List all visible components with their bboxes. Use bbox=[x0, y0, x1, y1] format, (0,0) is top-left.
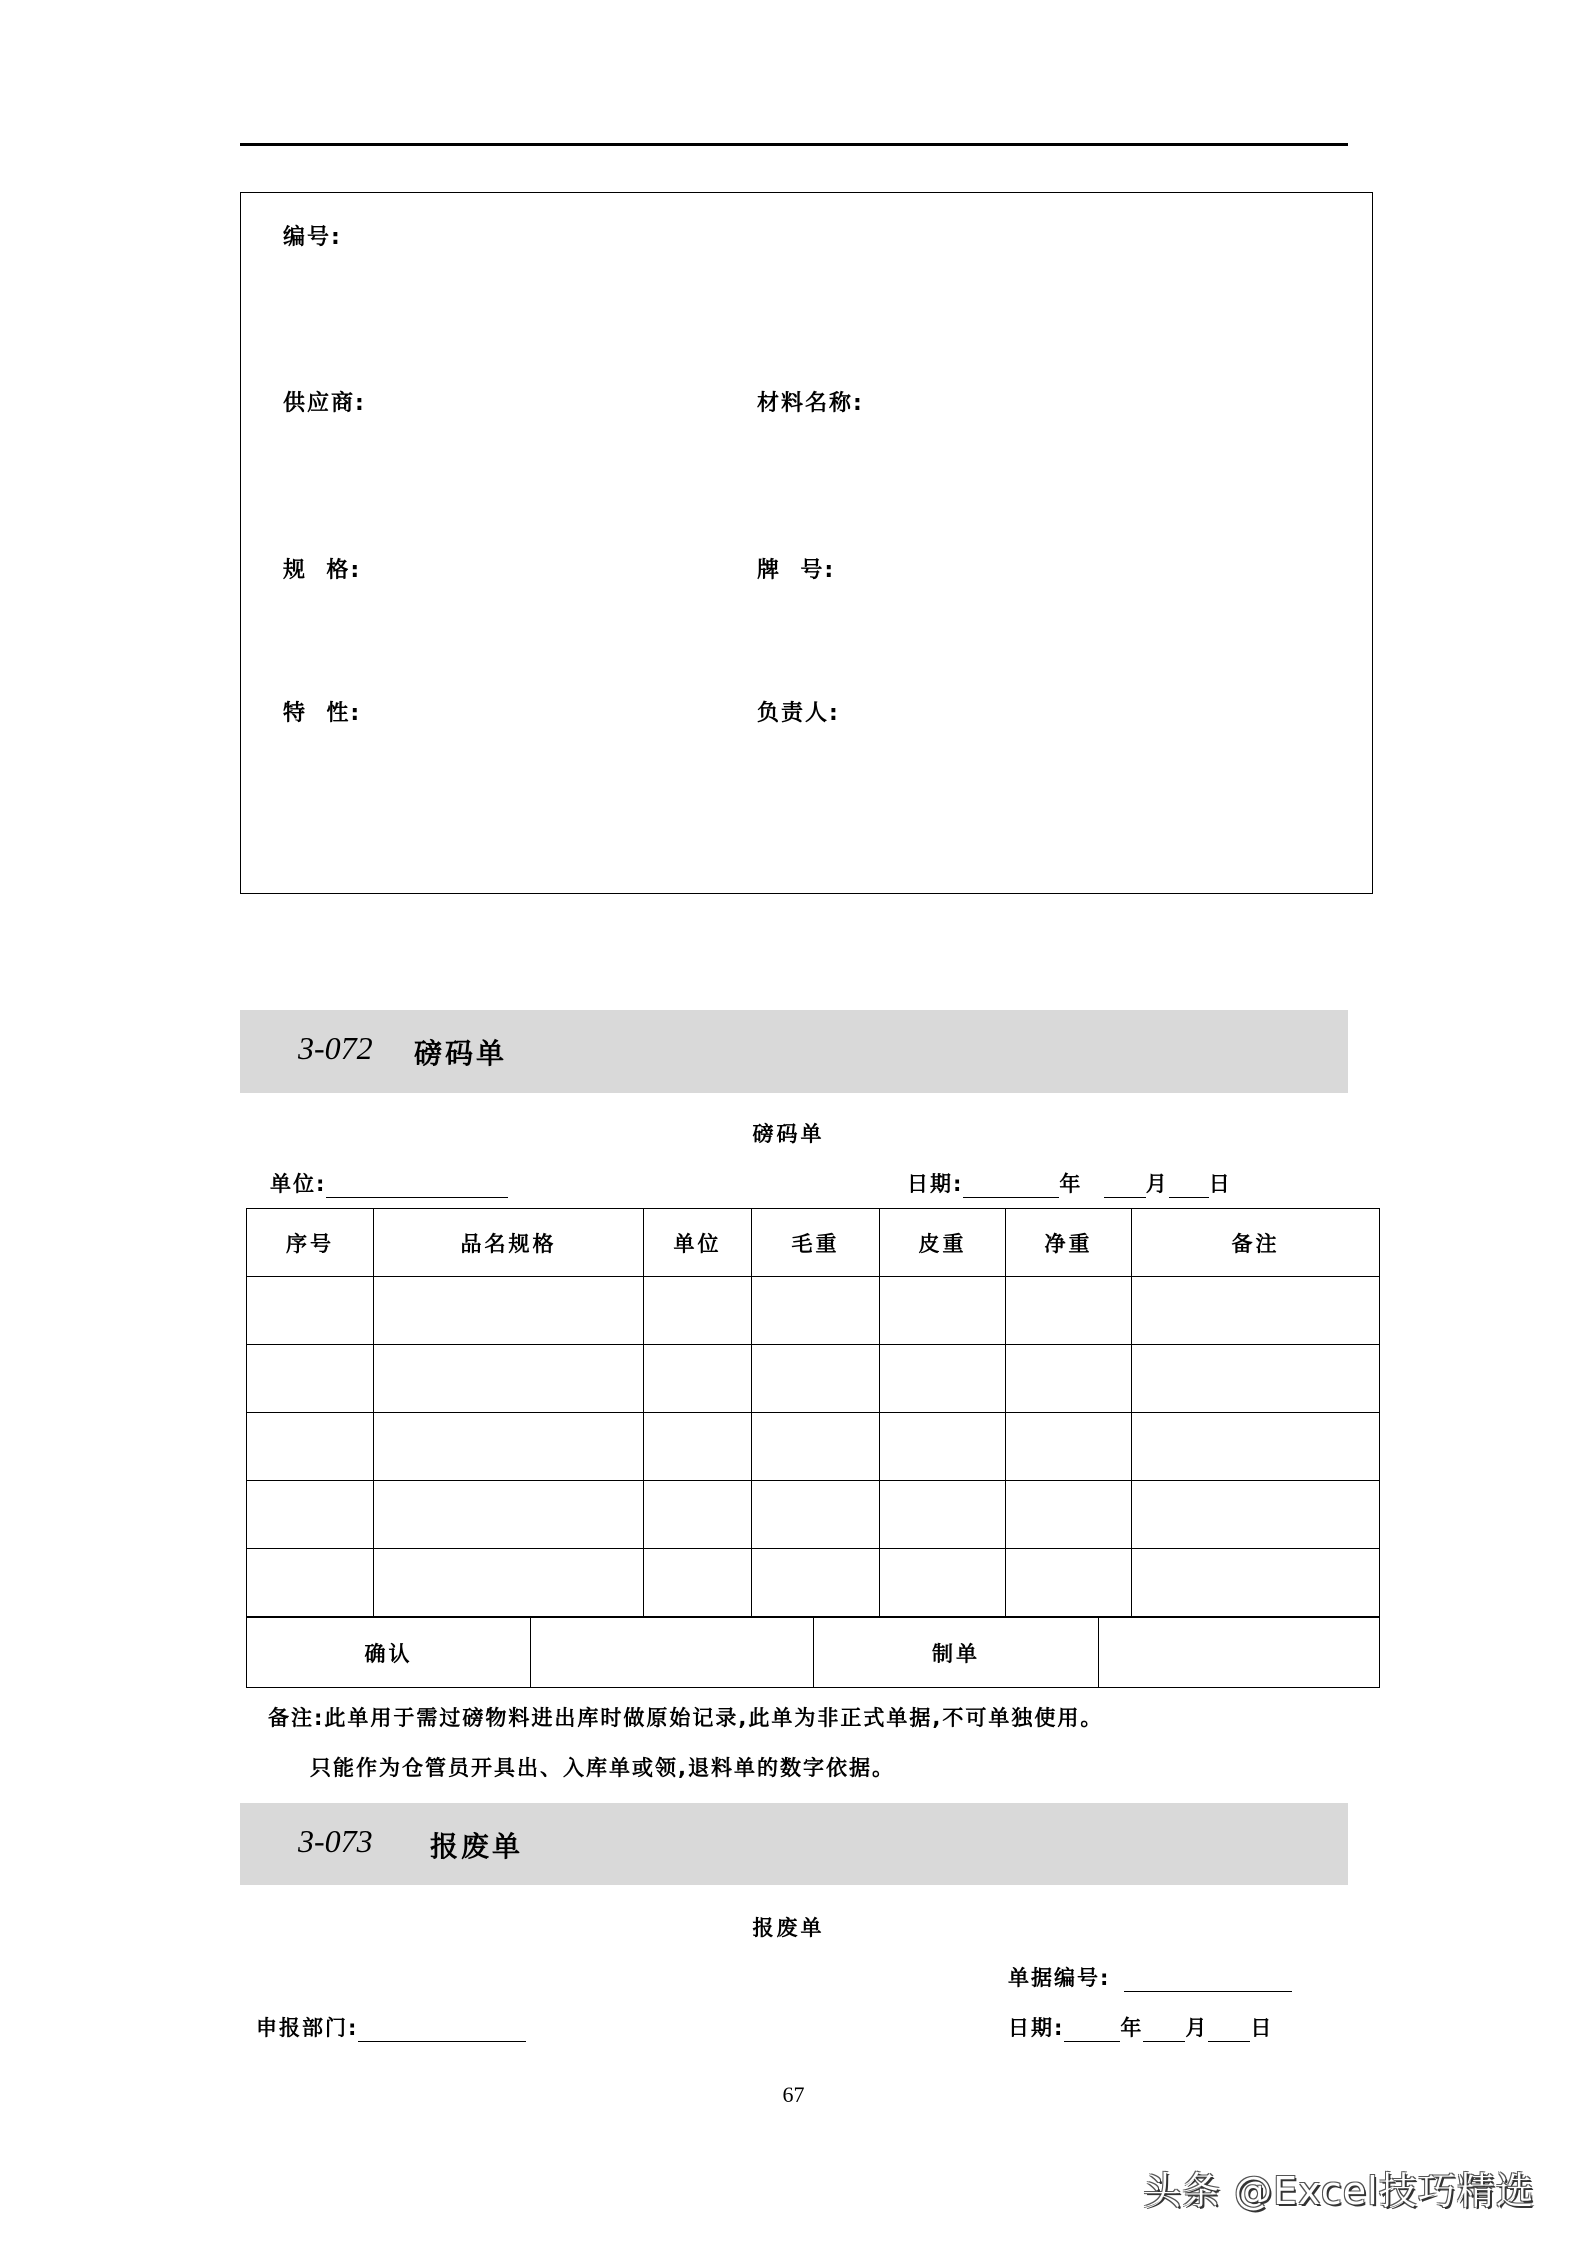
field-label-material-name: 材料名称: bbox=[757, 391, 864, 416]
department-blank[interactable] bbox=[358, 2019, 526, 2042]
table-cell[interactable] bbox=[374, 1277, 644, 1345]
table-cell[interactable] bbox=[752, 1413, 880, 1481]
table-header-row bbox=[247, 1209, 1380, 1277]
date-label: 日期: bbox=[907, 1172, 964, 1196]
table-cell[interactable] bbox=[1006, 1549, 1132, 1617]
confirm-signature-cell[interactable] bbox=[531, 1618, 814, 1688]
table-cell[interactable] bbox=[644, 1549, 752, 1617]
field-label-number: 编号: bbox=[283, 225, 342, 250]
table-cell[interactable] bbox=[880, 1549, 1006, 1617]
table-cell[interactable] bbox=[1006, 1413, 1132, 1481]
day-label: 日 bbox=[1208, 1172, 1232, 1196]
month-blank[interactable] bbox=[1143, 2019, 1185, 2042]
section-heading: 磅码单 bbox=[414, 1037, 508, 1070]
document-number-blank[interactable] bbox=[1124, 1969, 1292, 1992]
field-label-property: 特 性: bbox=[283, 701, 362, 726]
field-label-spec: 规 格: bbox=[283, 558, 362, 583]
table-cell[interactable] bbox=[752, 1549, 880, 1617]
table-cell[interactable] bbox=[880, 1481, 1006, 1549]
section-header-3-072 bbox=[240, 1010, 1348, 1093]
table-cell[interactable] bbox=[1132, 1277, 1380, 1345]
table-cell[interactable] bbox=[374, 1345, 644, 1413]
section-number: 3-073 bbox=[298, 1823, 373, 1859]
table-cell[interactable] bbox=[1132, 1549, 1380, 1617]
table-cell[interactable] bbox=[374, 1481, 644, 1549]
col-header-tare-weight: 皮重 bbox=[880, 1209, 1006, 1277]
table-cell[interactable] bbox=[1132, 1345, 1380, 1413]
col-header-unit: 单位 bbox=[644, 1209, 752, 1277]
table-row bbox=[247, 1481, 1380, 1549]
month-label: 月 bbox=[1185, 2016, 1209, 2040]
prepared-by-label: 制单 bbox=[814, 1618, 1099, 1688]
table-row bbox=[247, 1277, 1380, 1345]
table-cell[interactable] bbox=[752, 1481, 880, 1549]
col-header-seq: 序号 bbox=[247, 1209, 374, 1277]
day-blank[interactable] bbox=[1169, 1175, 1209, 1198]
document-number-field[interactable] bbox=[1008, 1962, 1292, 1992]
header-rule bbox=[240, 143, 1348, 146]
table-cell[interactable] bbox=[247, 1277, 374, 1345]
col-header-item-spec: 品名规格 bbox=[374, 1209, 644, 1277]
col-header-remarks: 备注 bbox=[1132, 1209, 1380, 1277]
month-blank[interactable] bbox=[1104, 1175, 1146, 1198]
table-cell[interactable] bbox=[644, 1481, 752, 1549]
table-cell[interactable] bbox=[644, 1345, 752, 1413]
year-blank[interactable] bbox=[1064, 2019, 1120, 2042]
page-number: 67 bbox=[782, 2082, 805, 2107]
table-row bbox=[247, 1413, 1380, 1481]
prepared-by-signature-cell[interactable] bbox=[1099, 1618, 1380, 1688]
table-cell[interactable] bbox=[1006, 1277, 1132, 1345]
table-cell[interactable] bbox=[247, 1481, 374, 1549]
table-cell[interactable] bbox=[1006, 1481, 1132, 1549]
material-info-card bbox=[240, 192, 1373, 894]
section-header-3-073 bbox=[240, 1803, 1348, 1885]
field-label-person-in-charge: 负责人: bbox=[757, 701, 840, 726]
form-title-weighing: 磅码单 bbox=[752, 1122, 825, 1146]
table-cell[interactable] bbox=[247, 1345, 374, 1413]
table-cell[interactable] bbox=[880, 1413, 1006, 1481]
table-cell[interactable] bbox=[1132, 1413, 1380, 1481]
remark-line-1: 备注:此单用于需过磅物料进出库时做原始记录,此单为非正式单据,不可单独使用。 bbox=[268, 1706, 1104, 1730]
department-label: 申报部门: bbox=[256, 2016, 359, 2040]
table-cell[interactable] bbox=[1132, 1481, 1380, 1549]
col-header-gross-weight: 毛重 bbox=[752, 1209, 880, 1277]
table-cell[interactable] bbox=[247, 1549, 374, 1617]
date-label: 日期: bbox=[1008, 2016, 1065, 2040]
year-label: 年 bbox=[1059, 1172, 1083, 1196]
department-field[interactable] bbox=[256, 2012, 526, 2042]
table-cell[interactable] bbox=[644, 1277, 752, 1345]
section-heading: 报废单 bbox=[430, 1830, 524, 1863]
unit-field[interactable] bbox=[270, 1168, 508, 1198]
weighing-table bbox=[246, 1208, 1380, 1617]
day-blank[interactable] bbox=[1208, 2019, 1250, 2042]
year-blank[interactable] bbox=[963, 1175, 1059, 1198]
table-cell[interactable] bbox=[374, 1549, 644, 1617]
year-label: 年 bbox=[1120, 2016, 1144, 2040]
signoff-row bbox=[246, 1617, 1380, 1688]
watermark: 头条 @Excel技巧精选 bbox=[1143, 2169, 1535, 2213]
unit-blank[interactable] bbox=[326, 1175, 508, 1198]
remark-line-2: 只能作为仓管员开具出、入库单或领,退料单的数字依据。 bbox=[310, 1756, 895, 1780]
section-number: 3-072 bbox=[298, 1030, 373, 1066]
table-cell[interactable] bbox=[644, 1413, 752, 1481]
table-cell[interactable] bbox=[752, 1277, 880, 1345]
month-label: 月 bbox=[1145, 1172, 1169, 1196]
col-header-net-weight: 净重 bbox=[1006, 1209, 1132, 1277]
field-label-supplier: 供应商: bbox=[283, 391, 366, 416]
document-number-label: 单据编号: bbox=[1008, 1966, 1111, 1990]
confirm-label: 确认 bbox=[247, 1618, 531, 1688]
day-label: 日 bbox=[1250, 2016, 1274, 2040]
table-cell[interactable] bbox=[880, 1345, 1006, 1413]
table-row bbox=[247, 1549, 1380, 1617]
table-cell[interactable] bbox=[374, 1413, 644, 1481]
table-cell[interactable] bbox=[880, 1277, 1006, 1345]
table-cell[interactable] bbox=[752, 1345, 880, 1413]
table-row bbox=[247, 1345, 1380, 1413]
date-field[interactable] bbox=[907, 1168, 1232, 1198]
table-cell[interactable] bbox=[1006, 1345, 1132, 1413]
field-label-grade: 牌 号: bbox=[757, 558, 836, 583]
table-cell[interactable] bbox=[247, 1413, 374, 1481]
scrap-date-field[interactable] bbox=[1008, 2012, 1273, 2042]
form-title-scrap: 报废单 bbox=[752, 1916, 825, 1940]
unit-label: 单位: bbox=[270, 1172, 327, 1196]
